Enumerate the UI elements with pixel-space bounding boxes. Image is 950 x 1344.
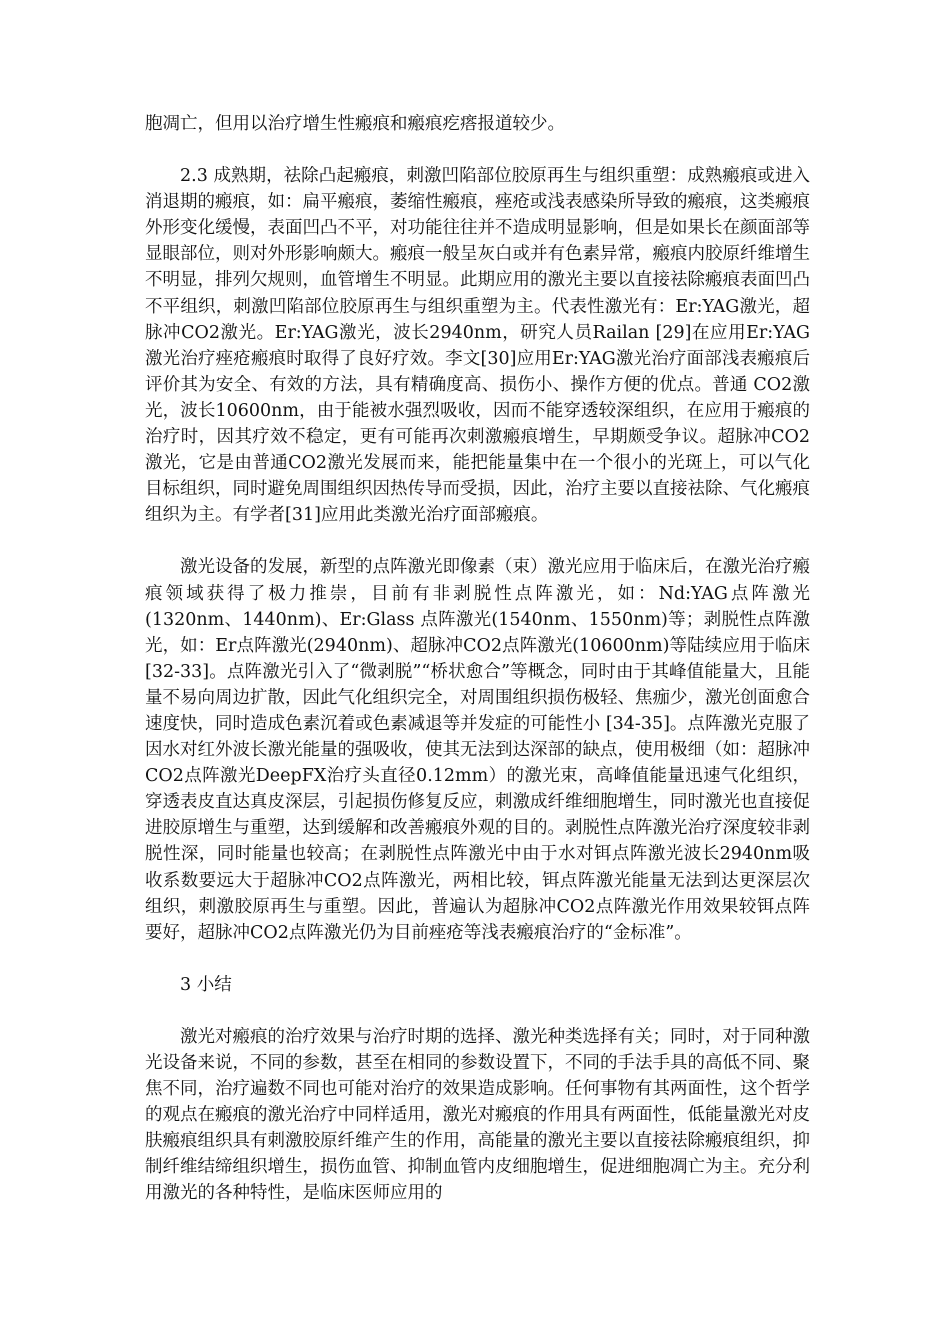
paragraph-continuation: 胞凋亡，但用以治疗增生性瘢痕和瘢痕疙瘩报道较少。 xyxy=(145,114,565,134)
document-page xyxy=(145,111,810,1207)
paragraph-fractional-laser: 激光设备的发展，新型的点阵激光即像素（束）激光应用于临床后，在激光治疗瘢痕领域获得了极力推崇，目前有非剥脱性点阵激光，如：Nd:YAG点阵激光(1320nm、1440nm)、Er:Glass 点阵激光(1540nm、1550nm)等；剥脱性点阵激光，如：Er点阵激光(2940nm)、超脉冲CO2点阵激光(10600nm)等陆续应用于临床[32-33]。点阵激光引入了“微剥脱”“桥状愈合”等概念，同时由于其峰值能量大，且能量不易向周边扩散，因此气化组织完全，对周围组织损伤极轻、焦痂少，激光创面愈合速度快，同时造成色素沉着或色素减退等并发症的可能性小 [34-35]。点阵激光克服了因水对红外波长激光能量的强吸收，使其无法到达深部的缺点，使用极细（如：超脉冲CO2点阵激光DeepFX治疗头直径0.12mm）的激光束，高峰值能量迅速气化组织，穿透表皮直达真皮深层，引起损伤修复反应，刺激成纤维细胞增生，同时激光也直接促进胶原增生与重塑，达到缓解和改善瘢痕外观的目的。剥脱性点阵激光治疗深度较非剥脱性深，同时能量也较高；在剥脱性点阵激光中由于水对铒点阵激光波长2940nm吸收系数要远大于超脉冲CO2点阵激光，两相比较，铒点阵激光能量无法到达更深层次组织，刺激胶原再生与重塑。因此，普遍认为超脉冲CO2点阵激光作用效果较铒点阵要好，超脉冲CO2点阵激光仍为目前痤疮等浅表瘢痕治疗的“金标准”。 xyxy=(145,557,810,943)
paragraph-gap xyxy=(145,528,810,554)
paragraph-summary: 激光对瘢痕的治疗效果与治疗时期的选择、激光种类选择有关；同时，对于同种激光设备来说，不同的参数，甚至在相同的参数设置下，不同的手法手具的高低不同、聚焦不同，治疗遍数不同也可能对治疗的效果造成影响。任何事物有其两面性，这个哲学的观点在瘢痕的激光治疗中同样适用，激光对瘢痕的作用具有两面性，低能量激光对皮肤瘢痕组织具有刺激胶原纤维产生的作用，高能量的激光主要以直接祛除瘢痕组织，抑制纤维结缔组织增生，损伤血管、抑制血管内皮细胞增生，促进细胞凋亡为主。充分利用激光的各种特性，是临床医师应用的 xyxy=(145,1026,810,1204)
paragraph-gap xyxy=(145,137,810,163)
paragraph-maturation-stage: 2.3 成熟期，祛除凸起瘢痕，刺激凹陷部位胶原再生与组织重塑：成熟瘢痕或进入消退期的瘢痕，如：扁平瘢痕，萎缩性瘢痕，痤疮或浅表感染所导致的瘢痕，这类瘢痕外形变化缓慢，表面凹凸不平，对功能往往并不造成明显影响，但是如果长在颜面部等显眼部位，则对外形影响颇大。瘢痕一般呈灰白或并有色素异常，瘢痕内胶原纤维增生不明显，排列欠规则，血管增生不明显。此期应用的激光主要以直接祛除瘢痕表面凹凸不平组织，刺激凹陷部位胶原再生与组织重塑为主。代表性激光有：Er:YAG激光，超脉冲CO2激光。Er:YAG激光，波长2940nm，研究人员Railan [29]在应用Er:YAG激光治疗痤疮瘢痕时取得了良好疗效。李文[30]应用Er:YAG激光治疗面部浅表瘢痕后评价其为安全、有效的方法，具有精确度高、损伤小、操作方便的优点。普通 CO2激光，波长10600nm，由于能被水强烈吸收，因而不能穿透较深组织，在应用于瘢痕的治疗时，因其疗效不稳定，更有可能再次刺激瘢痕增生，早期颇受争议。超脉冲CO2激光，它是由普通CO2激光发展而来，能把能量集中在一个很小的光斑上，可以气化目标组织，同时避免周围组织因热传导而受损，因此，治疗主要以直接祛除、气化瘢痕组织为主。有学者[31]应用此类激光治疗面部瘢痕。 xyxy=(145,166,810,526)
paragraph-gap xyxy=(145,998,810,1024)
paragraph-gap xyxy=(145,946,810,972)
section-heading-summary: 3 小结 xyxy=(180,974,232,995)
